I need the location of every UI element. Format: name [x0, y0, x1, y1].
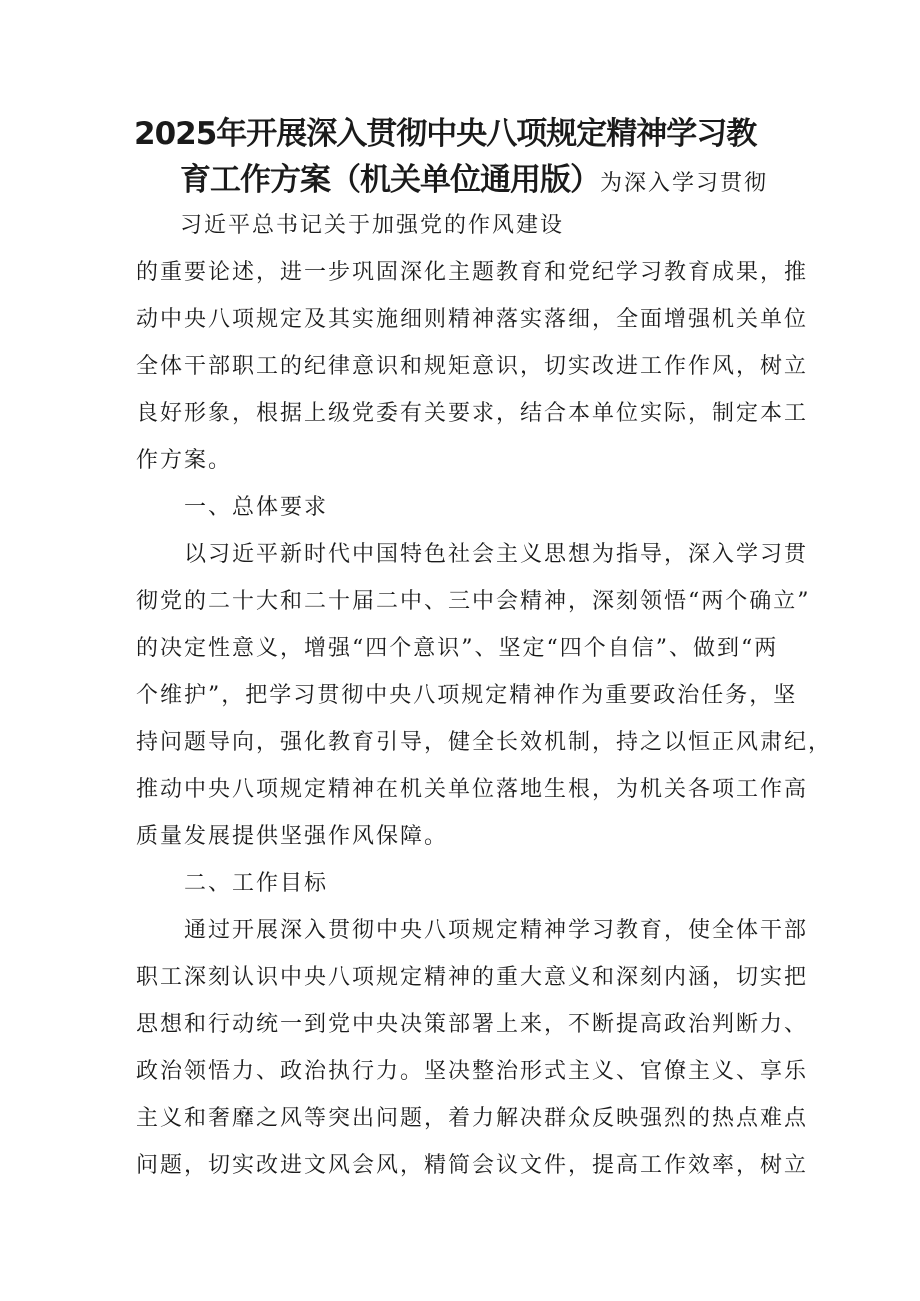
intro-line-2: 的重要论述，进一步巩固深化主题教育和党纪学习教育成果，推: [136, 260, 809, 285]
document-title-line-1: 2025年开展深入贯彻中央八项规定精神学习教: [134, 116, 757, 152]
intro-line-1: 习近平总书记关于加强党的作风建设: [180, 213, 565, 238]
section2-line-2: 职工深刻认识中央八项规定精神的重大意义和深刻内涵，切实把: [136, 965, 809, 990]
section2-line-1: 通过开展深入贯彻中央八项规定精神学习教育，使全体干部: [184, 918, 809, 943]
section1-line-5: 持问题导向，强化教育引导，健全长效机制，持之以恒正风肃纪，: [136, 730, 833, 755]
section1-line-2: 彻党的二十大和二十届二中、三中会精神，深刻领悟“两个确立”: [136, 589, 811, 614]
intro-line-6: 作方案。: [136, 448, 233, 473]
section1-line-4: 个维护”，把学习贯彻中央八项规定精神作为重要政治任务，坚: [136, 683, 798, 708]
section2-line-5: 主义和奢靡之风等突出问题，着力解决群众反映强烈的热点难点: [136, 1106, 809, 1131]
section-heading-overall-requirements: 一、总体要求: [184, 495, 329, 520]
document-title-line-2: [180, 160, 768, 204]
document-title-text: 育工作方案（机关单位通用版）: [180, 162, 600, 198]
intro-line-4: 全体干部职工的纪律意识和规矩意识，切实改进工作作风，树立: [136, 354, 809, 379]
section1-line-7: 质量发展提供坚强作风保障。: [136, 824, 449, 849]
intro-line-3: 动中央八项规定及其实施细则精神落实落细，全面增强机关单位: [136, 307, 809, 332]
section1-line-1: 以习近平新时代中国特色社会主义思想为指导，深入学习贯: [184, 542, 809, 567]
section1-line-3: 的决定性意义，增强“四个意识”、坚定“四个自信”、做到“两: [136, 636, 779, 661]
section-heading-work-objectives: 二、工作目标: [184, 871, 329, 896]
intro-line-5: 良好形象，根据上级党委有关要求，结合本单位实际，制定本工: [136, 401, 809, 426]
section2-line-6: 问题，切实改进文风会风，精简会议文件，提高工作效率，树立: [136, 1153, 809, 1178]
section2-line-4: 政治领悟力、政治执行力。坚决整治形式主义、官僚主义、享乐: [136, 1059, 809, 1084]
intro-lead-text: 为深入学习贯彻: [600, 171, 769, 196]
section1-line-6: 推动中央八项规定精神在机关单位落地生根，为机关各项工作高: [136, 777, 809, 802]
section2-line-3: 思想和行动统一到党中央决策部署上来，不断提高政治判断力、: [136, 1012, 809, 1037]
